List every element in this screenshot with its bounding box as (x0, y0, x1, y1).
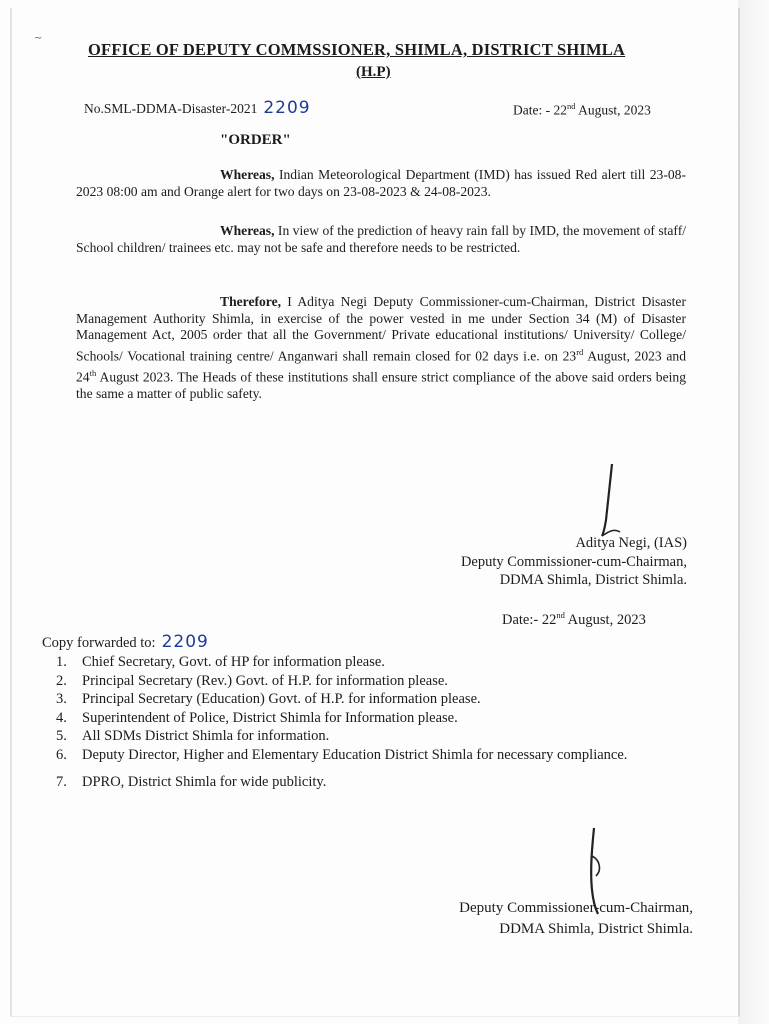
paragraph-alert-lead: Whereas, (220, 167, 275, 182)
list-item-text: Superintendent of Police, District Shimla for Information please. (82, 709, 458, 726)
reference-number (84, 98, 311, 118)
list-item-text: Principal Secretary (Rev.) Govt. of H.P. for information please. (82, 672, 448, 689)
paragraph-order (76, 294, 686, 402)
list-item-number: 7. (56, 774, 67, 790)
list-item-number: 3. (56, 691, 67, 707)
final-signatory-block (459, 898, 693, 940)
copy-date-suffix: August, 2023 (564, 611, 646, 628)
paragraph-alert (76, 167, 686, 200)
paragraph-order-lead: Therefore, (220, 294, 282, 309)
paragraph-order-text-c: August 2023. The Heads of these institutions shall ensure strict compliance of the above said orders being the same a matter of public safety. (76, 369, 686, 401)
list-item (56, 774, 676, 792)
handwritten-copy-number: 2209 (161, 632, 209, 652)
copy-date-prefix: Date:- 22 (502, 611, 557, 628)
order-date-sup: nd (566, 101, 576, 111)
list-item-text: Deputy Director, Higher and Elementary Education District Shimla for necessary compliance. (82, 746, 628, 763)
list-item (56, 654, 676, 672)
copy-date (502, 610, 646, 629)
list-item-number: 6. (56, 746, 67, 763)
list-item (56, 673, 676, 691)
paragraph-order-sup-b: th (89, 367, 97, 378)
list-item-number: 4. (56, 709, 67, 726)
paragraph-alert-text: Indian Meteorological Department (IMD) has issued Red alert till 23-08-2023 08:00 am and Orange alert for two days on 23-08-2023 & 24-08-2023. (76, 167, 686, 199)
signatory-block (461, 534, 687, 590)
list-item (56, 747, 676, 765)
order-date-suffix: August, 2023 (575, 102, 651, 118)
list-item (56, 728, 676, 746)
paragraph-order-text-b: August, 2023 and 24 (76, 348, 687, 385)
final-signatory-designation: Deputy Commissioner-cum-Chairman, (459, 900, 693, 916)
handwritten-reference-number: 2209 (263, 98, 311, 118)
list-item-number: 1. (56, 654, 67, 670)
list-item-number: 5. (56, 728, 67, 744)
paragraph-prediction-lead: Whereas, (220, 223, 275, 238)
paragraph-prediction (76, 223, 686, 256)
copy-recipient-list (56, 654, 676, 793)
signatory-designation: Deputy Commissioner-cum-Chairman, (460, 553, 687, 570)
list-item-text: Principal Secretary (Education) Govt. of H.P. for information please. (82, 691, 481, 707)
list-item-text: All SDMs District Shimla for information. (82, 728, 330, 744)
copy-date-sup: nd (556, 610, 565, 620)
paragraph-order-text-a: I Aditya Negi Deputy Commissioner-cum-Chairman, District Disaster Management Authority Shimla, in exercise of the power vested in me under Section 34 (M) of Disaster Management Act, 2005 order that all the Government/ Private educational institutions/ University/ College/ Schools/ Vocational training centre/ Anganwari shall remain closed for 02 days i.e. on 23 (76, 294, 686, 364)
copy-forwarded-label (42, 632, 209, 652)
paragraph-prediction-text: In view of the prediction of heavy rain fall by IMD, the movement of staff/ School children/ trainees etc. may not be safe and therefore needs to be restricted. (76, 223, 686, 255)
office-title: OFFICE OF DEPUTY COMMSSIONER, SHIMLA, DISTRICT SHIMLA (88, 40, 626, 59)
signatory-name: Aditya Negi, (IAS) (575, 535, 687, 551)
corner-mark: ~ (34, 33, 43, 44)
office-subtitle: (H.P) (356, 64, 391, 80)
copy-forwarded-text: Copy forwarded to: (42, 635, 156, 651)
signature-mark (590, 462, 630, 542)
order-date (513, 101, 651, 119)
list-item-text: DPRO, District Shimla for wide publicity. (82, 774, 327, 790)
list-item-text: Chief Secretary, Govt. of HP for information please. (82, 654, 385, 670)
order-heading: "ORDER" (220, 132, 291, 148)
list-item (56, 691, 676, 709)
page-edge-shade (738, 0, 769, 1024)
final-signatory-office: DDMA Shimla, District Shimla. (499, 921, 693, 937)
order-date-prefix: Date: - 22 (513, 102, 567, 118)
signatory-office: DDMA Shimla, District Shimla. (499, 572, 687, 588)
reference-number-text: No.SML-DDMA-Disaster-2021 (84, 101, 258, 116)
paragraph-order-sup-a: rd (576, 346, 584, 357)
list-item-number: 2. (56, 672, 67, 689)
list-item (56, 710, 676, 728)
page-frame (10, 8, 740, 1017)
